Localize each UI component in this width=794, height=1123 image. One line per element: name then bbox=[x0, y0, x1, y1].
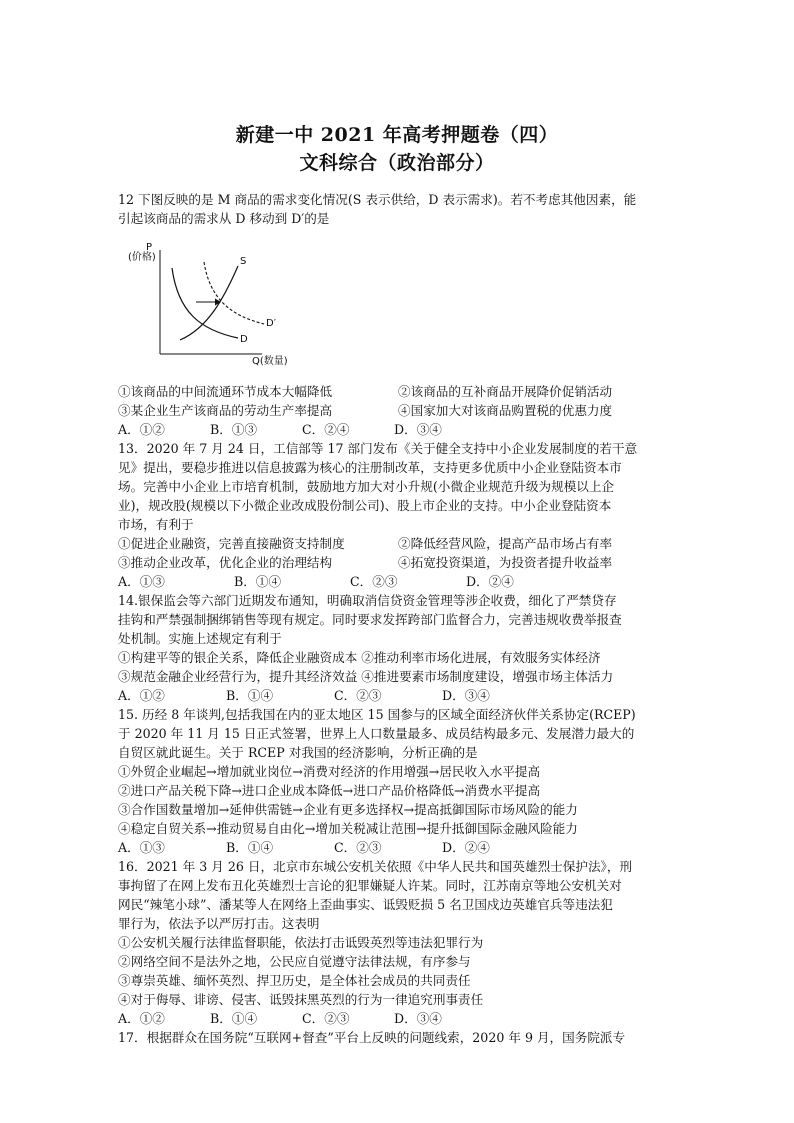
option-1[interactable]: ①该商品的中间流通环节成本大幅降低 bbox=[118, 384, 333, 399]
demand-curve bbox=[172, 268, 238, 338]
answer-d[interactable]: D．③④ bbox=[394, 422, 442, 437]
q13-answer-choices bbox=[118, 572, 678, 591]
q12-stem-line: 12 下图反映的是 M 商品的需求变化情况(S 表示供给，D 表示需求)。若不考虑其他因素，能 bbox=[118, 192, 637, 207]
option-2[interactable]: ②网络空间不是法外之地，公民应自觉遵守法律法规，有序参与 bbox=[118, 954, 471, 969]
option-2[interactable]: ②降低经营风险，提高产品市场占有率 bbox=[398, 536, 613, 551]
q13-stem-line: 业)，规改股(规模以下小微企业改成股份制公司)、股上市企业的支持。中小企业登陆资本 bbox=[118, 498, 612, 513]
q16-stem-line: 网民“辣笔小球”、潘某等人在网络上歪曲事实、诋毁贬损 5 名卫国戍边英雄官兵等违法犯 bbox=[118, 897, 613, 912]
option-1[interactable]: ①促进企业融资，完善直接融资支持制度 bbox=[118, 536, 345, 551]
q16-stem-line: 事拘留了在网上发布丑化英雄烈士言论的犯罪嫌疑人许某。同时，江苏南京等地公安机关对 bbox=[118, 878, 622, 893]
question-15 bbox=[118, 705, 678, 857]
option-3[interactable]: ③合作国数量增加→延伸供需链→企业有更多选择权→提高抵御国际市场风险的能力 bbox=[118, 802, 578, 817]
option-4[interactable]: ④拓宽投资渠道，为投资者提升收益率 bbox=[398, 555, 613, 570]
q14-answer-choices bbox=[118, 686, 678, 705]
option-3[interactable]: ③尊崇英雄、缅怀英烈、捍卫历史，是全体社会成员的共同责任 bbox=[118, 973, 471, 988]
demand-new-label: D′ bbox=[266, 318, 276, 329]
answer-a[interactable]: A．①③ bbox=[118, 574, 165, 589]
answer-b[interactable]: B．①④ bbox=[226, 840, 274, 855]
q13-stem-line: 场。完善中小企业上市培育机制，鼓励地方加大对小升规(小微企业规范升级为规模以上企 bbox=[118, 479, 615, 494]
option-1-2[interactable]: ①构建平等的银企关系，降低企业融资成本 ②推动利率市场化进展，有效服务实体经济 bbox=[118, 650, 601, 665]
question-13 bbox=[118, 439, 678, 591]
answer-b[interactable]: B．①③ bbox=[210, 422, 258, 437]
question-content bbox=[118, 190, 678, 1047]
answer-a[interactable]: A．①② bbox=[118, 688, 165, 703]
answer-d[interactable]: D．②④ bbox=[442, 840, 490, 855]
answer-c[interactable]: C．②③ bbox=[302, 1011, 350, 1026]
answer-d[interactable]: D．②④ bbox=[466, 574, 514, 589]
q14-stem-line: 处机制。实施上述规定有利于 bbox=[118, 631, 282, 646]
y-axis-label: P bbox=[146, 242, 153, 253]
q15-stem-line: 于 2020 年 11 月 15 日正式签署，世界上人口数量最多、成员结构最多元、发展潜力最大的 bbox=[118, 726, 635, 741]
q15-stem-line: 自贸区就此诞生。关于 RCEP 对我国的经济影响，分析正确的是 bbox=[118, 745, 478, 760]
q13-stem-line: 13．2020 年 7 月 24 日，工信部等 17 部门发布《关于健全支持中小企业发展制度的若干意 bbox=[118, 441, 638, 456]
question-14 bbox=[118, 591, 678, 705]
q12-option-row bbox=[118, 382, 678, 401]
q14-stem-line: 挂钩和严禁强制捆绑销售等现有规定。同时要求发挥跨部门监督合力，完善违规收费举报查 bbox=[118, 612, 622, 627]
q15-answer-choices bbox=[118, 838, 678, 857]
answer-a[interactable]: A．①② bbox=[118, 1011, 165, 1026]
question-17 bbox=[118, 1028, 678, 1047]
demand-curve-new bbox=[204, 262, 264, 324]
answer-b[interactable]: B．①④ bbox=[210, 1011, 258, 1026]
exam-subtitle: 文科综合（政治部分） bbox=[299, 152, 495, 174]
q12-answer-choices bbox=[118, 420, 678, 439]
q13-option-row bbox=[118, 534, 678, 553]
question-12 bbox=[118, 190, 678, 439]
answer-c[interactable]: C．②③ bbox=[350, 574, 398, 589]
q13-stem-line: 见》提出，要稳步推进以信息披露为核心的注册制改革，支持更多优质中小企业登陆资本市 bbox=[118, 460, 622, 475]
x-axis-label: Q(数量) bbox=[252, 356, 288, 367]
q16-answer-choices bbox=[118, 1009, 678, 1028]
q16-stem-line: 罪行为，依法予以严厉打击。这表明 bbox=[118, 916, 320, 931]
question-16 bbox=[118, 857, 678, 1028]
option-3[interactable]: ③某企业生产该商品的劳动生产率提高 bbox=[118, 403, 333, 418]
option-4[interactable]: ④对于侮辱、诽谤、侵害、诋毁抹黑英烈的行为一律追究刑事责任 bbox=[118, 992, 484, 1007]
option-3-4[interactable]: ③规范金融企业经营行为，提升其经济效益 ④推进要素市场制度建设，增强市场主体活力 bbox=[118, 669, 614, 684]
q15-stem-line: 15. 历经 8 年谈判,包括我国在内的亚太地区 15 国参与的区域全面经济伙伴关系协定(RCEP) bbox=[118, 707, 636, 722]
answer-a[interactable]: A．①③ bbox=[118, 840, 165, 855]
supply-demand-graph bbox=[124, 242, 294, 368]
supply-label: S bbox=[240, 256, 247, 267]
answer-d[interactable]: D．③④ bbox=[394, 1011, 442, 1026]
option-1[interactable]: ①公安机关履行法律监督职能，依法打击诋毁英烈等违法犯罪行为 bbox=[118, 935, 484, 950]
q17-stem-line: 17．根据群众在国务院“互联网+督查”平台上反映的问题线索，2020 年 9 月，国务院派专 bbox=[118, 1030, 626, 1045]
supply-curve bbox=[180, 266, 238, 340]
y-axis-sublabel: (价格) bbox=[128, 252, 156, 263]
q13-option-row bbox=[118, 553, 678, 572]
answer-c[interactable]: C．②③ bbox=[334, 688, 382, 703]
option-1[interactable]: ①外贸企业崛起→增加就业岗位→消费对经济的作用增强→居民收入水平提高 bbox=[118, 764, 541, 779]
q16-stem-line: 16．2021 年 3 月 26 日，北京市东城公安机关依照《中华人民共和国英雄烈士保护法》，刑 bbox=[118, 859, 633, 874]
demand-label: D bbox=[240, 334, 248, 345]
option-4[interactable]: ④稳定自贸关系→推动贸易自由化→增加关税减让范围→提升抵御国际金融风险能力 bbox=[118, 821, 578, 836]
answer-b[interactable]: B．①④ bbox=[226, 688, 274, 703]
answer-a[interactable]: A．①② bbox=[118, 422, 165, 437]
answer-c[interactable]: C．②③ bbox=[334, 840, 382, 855]
option-2[interactable]: ②该商品的互补商品开展降价促销活动 bbox=[398, 384, 613, 399]
answer-c[interactable]: C．②④ bbox=[302, 422, 350, 437]
exam-title: 新建一中 2021 年高考押题卷（四） bbox=[235, 124, 559, 146]
option-3[interactable]: ③推动企业改革，优化企业的治理结构 bbox=[118, 555, 333, 570]
q14-stem-line: 14.银保监会等六部门近期发布通知，明确取消信贷资金管理等涉企收费，细化了严禁贷存 bbox=[118, 593, 617, 608]
option-4[interactable]: ④国家加大对该商品购置税的优惠力度 bbox=[398, 403, 613, 418]
answer-d[interactable]: D．③④ bbox=[442, 688, 490, 703]
answer-b[interactable]: B．①④ bbox=[234, 574, 282, 589]
q12-stem-line: 引起该商品的需求从 D 移动到 D′的是 bbox=[118, 211, 330, 226]
q13-stem-line: 市场，有利于 bbox=[118, 517, 194, 532]
option-2[interactable]: ②进口产品关税下降→进口企业成本降低→进口产品价格降低→消费水平提高 bbox=[118, 783, 541, 798]
q12-option-row bbox=[118, 401, 678, 420]
